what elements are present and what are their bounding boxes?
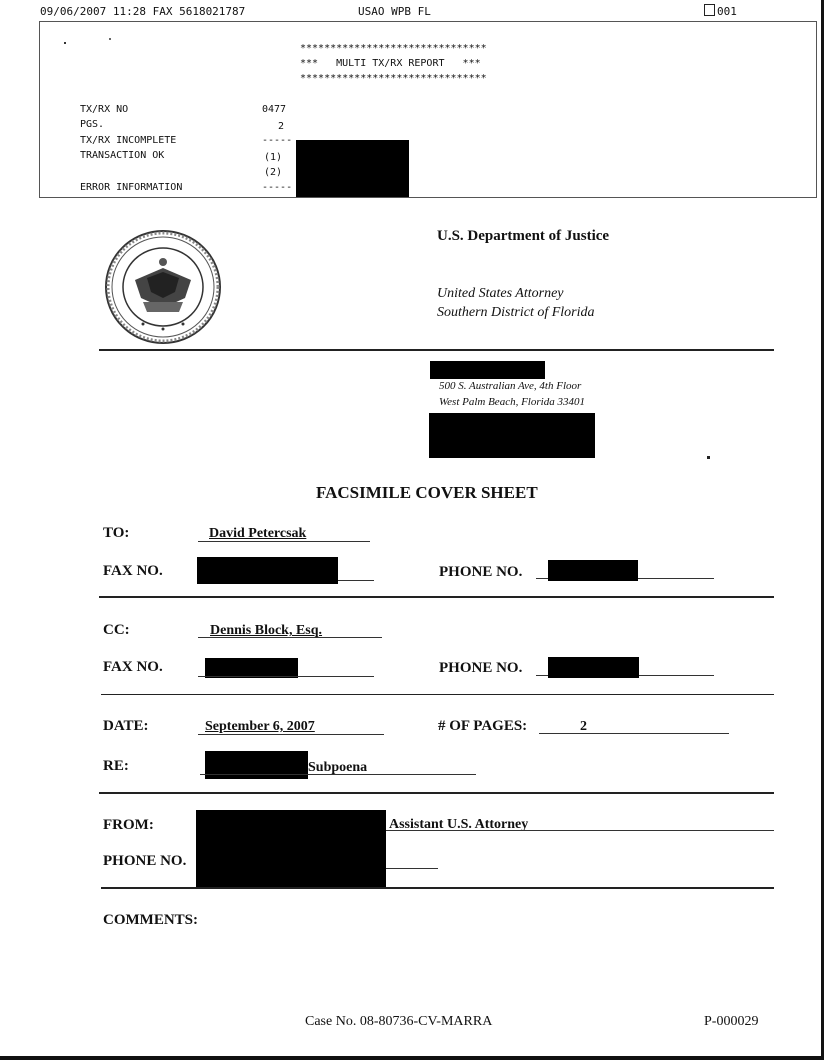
redaction-block [429,413,595,458]
case-number: Case No. 08-80736-CV-MARRA [305,1014,493,1029]
speck [109,38,111,40]
report-label-txrx-no: TX/RX NO [80,104,129,115]
cc-value: Dennis Block, Esq. [210,623,323,638]
redaction-block [296,140,409,197]
report-value-incomplete: ----- [262,135,293,146]
address-line-2: West Palm Beach, Florida 33401 [439,396,585,408]
report-label-incomplete: TX/RX INCOMPLETE [80,135,177,146]
redaction-block [196,810,386,888]
page-frame-bottom [0,1056,824,1060]
from-phone-underline [386,868,438,869]
report-stars-top: ******************************* [300,43,487,54]
from-phone-label: PHONE NO. [103,853,187,869]
bates-number: P-000029 [704,1014,759,1029]
report-value-pgs: 2 [278,121,285,132]
report-title: *** MULTI TX/RX REPORT *** [300,58,481,69]
fax-page-icon [704,4,715,16]
cover-sheet-title: FACSIMILE COVER SHEET [316,483,538,502]
section-divider-2 [101,694,774,695]
date-underline [198,734,384,735]
redaction-block [205,658,298,678]
report-value-transaction-2: (2) [264,167,283,178]
doj-seal [103,228,223,351]
re-value: Subpoena [308,760,368,775]
from-underline [386,830,774,831]
redaction-block [197,557,338,584]
fax-datetime: 09/06/2007 11:28 FAX 5618021787 [40,5,246,18]
office-line-1: United States Attorney [437,286,564,301]
phone-no-label-to: PHONE NO. [439,564,523,580]
fax-no-label-to: FAX NO. [103,563,163,579]
re-underline [200,774,476,775]
section-divider-1 [99,596,774,598]
date-value: September 6, 2007 [205,719,315,734]
fax-no-label-cc: FAX NO. [103,659,163,675]
re-label: RE: [103,758,129,774]
phone-no-label-cc: PHONE NO. [439,660,523,676]
department-name: U.S. Department of Justice [437,228,610,244]
redaction-block [430,361,545,379]
report-value-error: ----- [262,182,293,193]
address-line-1: 500 S. Australian Ave, 4th Floor [439,380,582,392]
to-label: TO: [103,525,130,541]
date-label: DATE: [103,718,149,734]
report-label-pgs: PGS. [80,119,105,130]
fax-office: USAO WPB FL [358,5,431,18]
report-value-transaction-1: (1) [264,152,283,163]
redaction-block [548,657,639,678]
section-divider-3 [99,792,774,794]
letterhead-divider [99,349,774,351]
fax-page-number: 001 [704,4,737,18]
speck [707,456,710,459]
from-value: Assistant U.S. Attorney [389,817,529,832]
redaction-block [548,560,638,581]
section-divider-4 [101,887,774,889]
office-line-2: Southern District of Florida [437,305,595,320]
pages-value: 2 [580,719,587,734]
pages-label: # OF PAGES: [438,718,528,734]
report-label-error: ERROR INFORMATION [80,182,183,193]
from-label: FROM: [103,817,154,833]
report-value-txrx-no: 0477 [262,104,287,115]
comments-label: COMMENTS: [103,912,198,928]
cc-label: CC: [103,622,130,638]
to-value: David Petercsak [209,526,307,541]
report-stars-bottom: ******************************* [300,73,487,84]
to-underline [198,541,370,542]
fax-underline-to [338,580,374,581]
pages-underline [539,733,729,734]
speck [64,42,66,44]
report-label-transaction-ok: TRANSACTION OK [80,150,165,161]
fax-underline-cc [198,676,374,677]
cc-underline [198,637,382,638]
doj-seal-icon [103,228,223,346]
